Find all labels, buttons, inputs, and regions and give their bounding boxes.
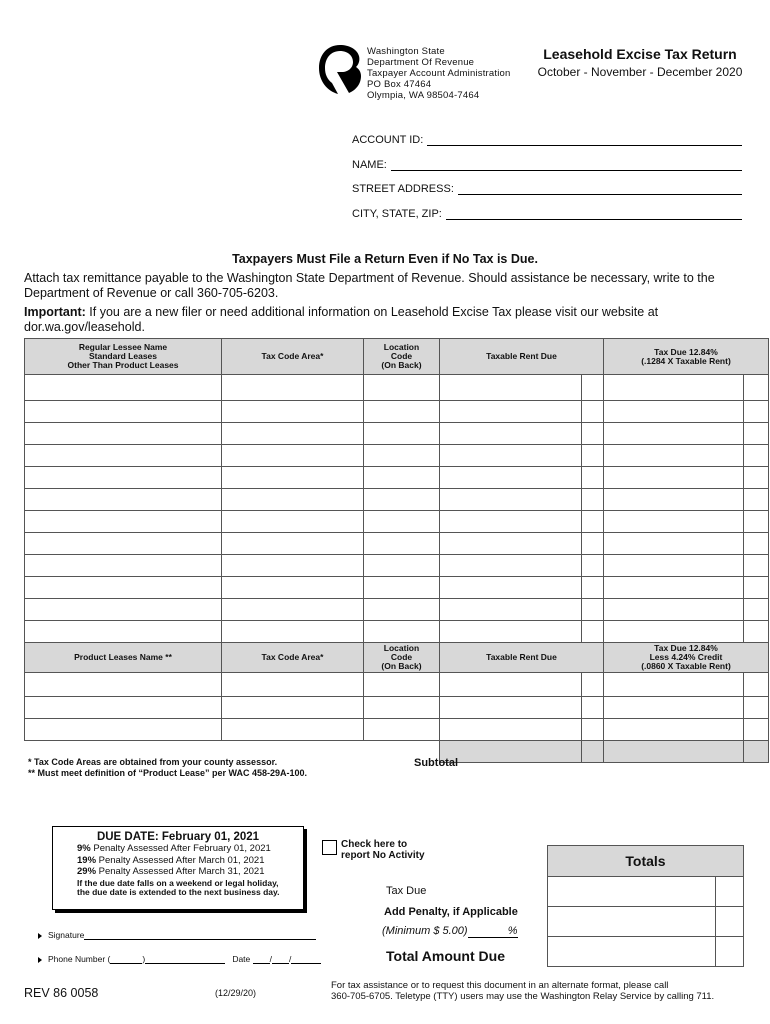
form-title: Leasehold Excise Tax Return: [543, 46, 737, 62]
taxable-rent-header: Taxable Rent Due: [440, 339, 604, 375]
table-row[interactable]: [25, 511, 769, 533]
subtotal-tax-cell[interactable]: [604, 741, 744, 763]
table-footnotes: [28, 757, 307, 779]
table-row[interactable]: [25, 719, 769, 741]
agency-line: Department Of Revenue: [367, 57, 475, 68]
name-label: NAME:: [352, 159, 387, 171]
table-row[interactable]: [25, 533, 769, 555]
city-state-zip-label: CITY, STATE, ZIP:: [352, 208, 442, 220]
table-row[interactable]: [25, 577, 769, 599]
tax-due-label: Tax Due: [386, 885, 427, 897]
product-header-row: [25, 643, 769, 673]
location-code-header: Location Code (On Back): [364, 339, 440, 375]
phone-date-field[interactable]: Phone Number ( ) Date / /: [38, 954, 321, 964]
agency-address: [367, 46, 511, 101]
tax-due-total-row[interactable]: [548, 877, 744, 907]
footnote-product-lease: ** Must meet definition of “Product Lease” per WAC 458-29A-100.: [28, 768, 308, 778]
totals-header: Totals: [548, 846, 744, 877]
table-row[interactable]: [25, 401, 769, 423]
street-address-field[interactable]: [352, 183, 742, 195]
minimum-penalty: (Minimum $ 5.00) %: [382, 925, 518, 937]
product-name-header: Product Leases Name **: [25, 643, 222, 673]
add-penalty-label: Add Penalty, if Applicable: [384, 906, 518, 918]
due-date-note: If the due date falls on a weekend or legal holiday, the due date is extended to the next business day.: [77, 877, 280, 897]
must-file-heading: Taxpayers Must File a Return Even if No Tax is Due.: [232, 252, 538, 266]
regular-name-header: Regular Lessee Name Standard Leases Other Than Product Leases: [25, 339, 222, 375]
table-row[interactable]: [25, 375, 769, 401]
due-date-title: DUE DATE: February 01, 2021: [96, 831, 260, 843]
lease-table: [24, 338, 769, 763]
important-text: If you are a new filer or need additional information on Leasehold Excise Tax please visit our website at dor.wa.gov/leasehold.: [24, 305, 659, 334]
no-activity-label: Check here to report No Activity: [341, 839, 425, 861]
attach-paragraph: Attach tax remittance payable to the Washington State Department of Revenue. Should assistance be necessary, write to the Department of Revenue or call 360-705-6203.: [24, 271, 715, 300]
location-code-header: Location Code (On Back): [364, 643, 440, 673]
totals-table: [547, 845, 744, 967]
due-date-box: [52, 826, 304, 910]
form-number: REV 86 0058: [24, 986, 99, 1000]
assistance-text: For tax assistance or to request this document in an alternate format, please call 360-705-6705. Teletype (TTY) users may use the Washington Relay Service by calling 711.: [331, 980, 715, 1002]
table-row[interactable]: [25, 467, 769, 489]
table-row[interactable]: [25, 423, 769, 445]
agency-line: Taxpayer Account Administration: [367, 68, 511, 79]
agency-line: Olympia, WA 98504-7464: [367, 90, 480, 101]
table-row[interactable]: [25, 445, 769, 467]
penalty-total-row[interactable]: [548, 907, 744, 937]
important-paragraph: [24, 305, 754, 335]
important-label: Important:: [24, 305, 86, 319]
table-row[interactable]: [25, 673, 769, 697]
agency-line: Washington State: [367, 46, 445, 57]
dor-logo: [318, 43, 362, 95]
tax-due-header: Tax Due 12.84% (.1284 X Taxable Rent): [604, 339, 769, 375]
penalty-percent-field[interactable]: %: [468, 925, 518, 938]
street-address-label: STREET ADDRESS:: [352, 183, 454, 195]
signature-field[interactable]: [38, 930, 316, 940]
account-id-label: ACCOUNT ID:: [352, 134, 424, 146]
table-row[interactable]: [25, 599, 769, 621]
name-field[interactable]: [352, 159, 742, 171]
table-row[interactable]: [25, 555, 769, 577]
tax-due-credit-header: Tax Due 12.84% Less 4.24% Credit (.0860 X Taxable Rent): [604, 643, 769, 673]
table-row[interactable]: [25, 489, 769, 511]
table-row[interactable]: [25, 621, 769, 643]
penalty-line: 19% Penalty Assessed After March 01, 2021: [77, 854, 265, 866]
grand-total-row[interactable]: [548, 937, 744, 967]
regular-header-row: [25, 339, 769, 375]
subtotal-label: Subtotal: [414, 757, 458, 769]
account-id-field[interactable]: [352, 134, 742, 146]
signature-label: Signature: [48, 930, 85, 940]
revision-date: (12/29/20): [215, 988, 257, 998]
total-amount-label: Total Amount Due: [386, 948, 505, 964]
form-title-block: [530, 46, 750, 79]
footnote-tax-code: * Tax Code Areas are obtained from your county assessor.: [28, 757, 278, 767]
subtotal-rent-cell[interactable]: [440, 741, 582, 763]
date-label: Date: [232, 954, 251, 964]
city-state-zip-field[interactable]: [352, 208, 742, 220]
tax-code-header: Tax Code Area*: [222, 643, 364, 673]
table-row[interactable]: [25, 697, 769, 719]
phone-label: Phone Number (: [48, 954, 111, 964]
subtotal-tax-cents-cell[interactable]: [744, 741, 769, 763]
taxable-rent-header: Taxable Rent Due: [440, 643, 604, 673]
penalty-line: 29% Penalty Assessed After March 31, 2021: [77, 866, 265, 877]
agency-line: PO Box 47464: [367, 79, 432, 90]
tax-code-header: Tax Code Area*: [222, 339, 364, 375]
penalty-line: 9% Penalty Assessed After February 01, 2021: [77, 843, 271, 854]
form-period: October - November - December 2020: [537, 65, 743, 79]
subtotal-rent-cents-cell[interactable]: [582, 741, 604, 763]
no-activity-checkbox[interactable]: [322, 840, 337, 855]
arrow-right-icon: [38, 957, 42, 963]
arrow-right-icon: [38, 933, 42, 939]
